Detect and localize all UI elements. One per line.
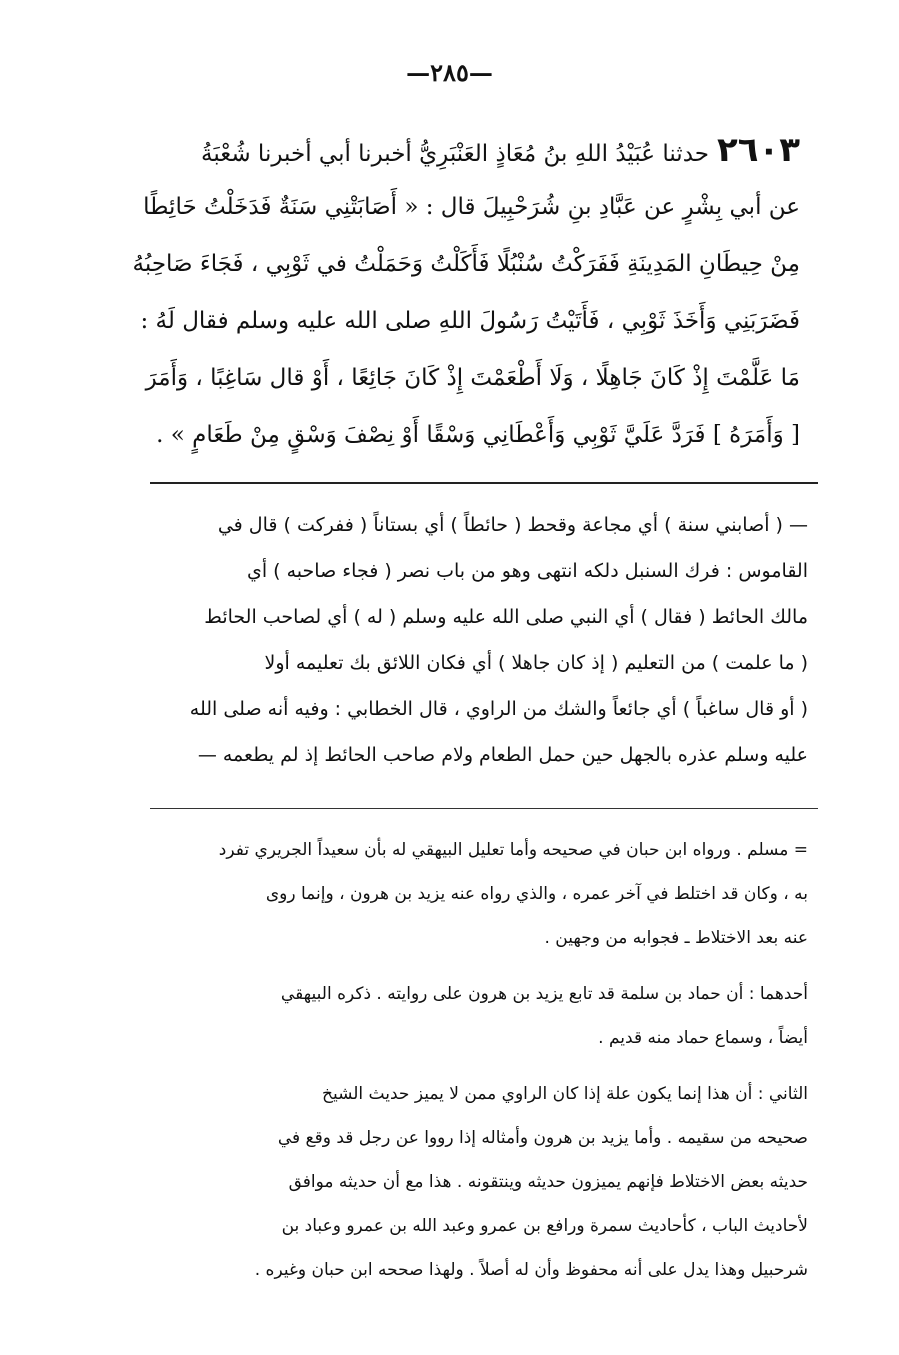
commentary-line: مالك الحائط ( فقال ) أي النبي صلى الله عليه وسلم ( له ) أي لصاحب الحائط <box>204 606 808 628</box>
footnote-line: صحيحه من سقيمه . وأما يزيد بن هرون وأمثاله إذا رووا عن رجل قد وقع في <box>277 1128 808 1148</box>
footnote-text <box>150 828 808 1304</box>
hadith-line: مَا عَلَّمْتَ إِذْ كَانَ جَاهِلًا ، وَلَا أَطْعَمْتَ إِذْ كَانَ جَائِعًا ، أَوْ قال سَاغِبًا ، وَأَمَرَ <box>145 365 800 391</box>
footnote-line: = مسلم . ورواه ابن حبان في صحيحه وأما تعليل البيهقي له بأن سعيداً الجريري تفرد <box>218 840 808 860</box>
hadith-number: ٢٦٠٣ <box>716 130 800 170</box>
commentary-line: ( ما علمت ) من التعليم ( إذ كان جاهلا ) أي فكان اللائق بك تعليمه أولا <box>264 652 808 674</box>
footnote-line: عنه بعد الاختلاط ـ فجوابه من وجهين . <box>544 928 808 948</box>
footnote-line: لأحاديث الباب ، كأحاديث سمرة ورافع بن عمرو وعبد الله بن عمرو وعباد بن <box>281 1216 808 1236</box>
footnote-line: به ، وكان قد اختلط في آخر عمره ، والذي رواه عنه يزيد بن هرون ، وإنما روى <box>265 884 808 904</box>
footnote-line: الثاني : أن هذا إنما يكون علة إذا كان الراوي ممن لا يميز حديث الشيخ <box>321 1084 808 1104</box>
separator-rule <box>150 482 818 484</box>
commentary-line: عليه وسلم عذره بالجهل حين حمل الطعام ولام صاحب الحائط إذ لم يطعمه — <box>197 744 808 766</box>
hadith-line: [ وَأَمَرَهُ ] فَرَدَّ عَلَيَّ ثَوْبِي وَأَعْطَانِي وَسْقًا أَوْ نِصْفَ وَسْقٍ مِنْ طَعَامٍ » . <box>156 422 800 448</box>
hadith-line <box>110 122 800 179</box>
commentary-text <box>148 502 808 778</box>
footnote-paragraph <box>150 1072 808 1292</box>
commentary-line: ( أو قال ساغباً ) أي جائعاً والشك من الراوي ، قال الخطابي : وفيه أنه صلى الله <box>189 698 808 720</box>
hadith-text <box>110 122 800 464</box>
commentary-line: — ( أصابني سنة ) أي مجاعة وقحط ( حائطاً ) أي بستاناً ( ففركت ) قال في <box>217 514 808 536</box>
page-number: —٢٨٥— <box>406 58 493 87</box>
footnote-line: حديثه بعض الاختلاط فإنهم يميزون حديثه وينتقونه . هذا مع أن حديثه موافق <box>288 1172 808 1192</box>
footnote-line: أيضاً ، وسماع حماد منه قديم . <box>598 1028 808 1048</box>
footnote-line: شرحبيل وهذا يدل على أنه محفوظ وأن له أصلاً . ولهذا صححه ابن حبان وغيره . <box>254 1260 808 1280</box>
commentary-line: القاموس : فرك السنبل دلكه انتهى وهو من باب نصر ( فجاء صاحبه ) أي <box>246 560 808 582</box>
footnote-line: أحدهما : أن حماد بن سلمة قد تابع يزيد بن هرون على روايته . ذكره البيهقي <box>280 984 808 1004</box>
hadith-line: فَضَرَبَنِي وَأَخَذَ ثَوْبِي ، فَأَتَيْتُ رَسُولَ اللهِ صلى الله عليه وسلم فقال لَهُ : <box>140 308 800 334</box>
footnote-paragraph <box>150 972 808 1060</box>
footnote-paragraph <box>150 828 808 960</box>
hadith-line-text: حدثنا عُبَيْدُ اللهِ بنُ مُعَاذٍ العَنْبَرِيُّ أخبرنا أبي أخبرنا شُعْبَةُ <box>200 141 709 167</box>
footnote-separator-rule <box>150 808 818 809</box>
hadith-line: مِنْ حِيطَانِ المَدِينَةِ فَفَرَكْتُ سُنْبُلًا فَأَكَلْتُ وَحَمَلْتُ في ثَوْبِي ، فَجَاءَ صَاحِبُهُ <box>132 251 800 277</box>
hadith-line: عن أبي بِشْرٍ عن عَبَّادِ بنِ شُرَحْبِيلَ قال : « أَصَابَتْنِي سَنَةٌ فَدَخَلْتُ حَائِطًا <box>143 194 800 220</box>
